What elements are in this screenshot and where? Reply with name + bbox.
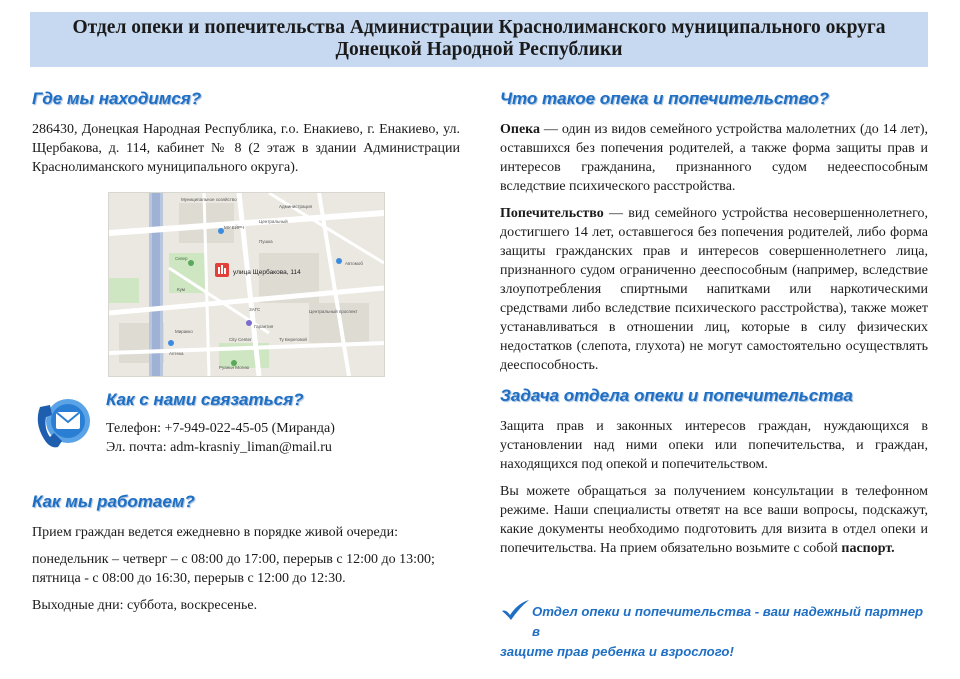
map-label-13: Ту Береговой <box>279 337 307 342</box>
page-banner <box>30 12 928 67</box>
location-map[interactable] <box>108 192 385 377</box>
map-label-4: Центральный <box>259 219 288 224</box>
phone-email-icon <box>32 393 94 455</box>
work-weekend: Выходные дни: суббота, воскресенье. <box>32 598 258 613</box>
map-label-7: ЗАГС <box>249 307 261 312</box>
passport-word: паспорт. <box>841 541 895 556</box>
map-label-11: Аптека <box>169 351 184 356</box>
map-label-9: City Center <box>229 337 252 342</box>
about-column <box>500 88 928 558</box>
work-hours-fri: пятница - с 08:00 до 16:30, перерыв с 12:00 до 12:30. <box>32 571 346 586</box>
map-label-14: Центральный проспект <box>309 309 358 314</box>
location-heading: Где мы находимся? <box>32 89 202 108</box>
phone-text: Телефон: +7-949-022-45-05 (Миранда) <box>106 421 335 436</box>
map-graphic <box>109 193 384 376</box>
location-section <box>32 88 460 177</box>
work-section <box>32 491 460 615</box>
map-label-10: Автомоб <box>345 261 363 266</box>
task-paragraph-2-text: Вы можете обращаться за получением консультации в телефонном режиме. Наши специалисты ответят на все ваши вопросы, подскажут, какие документы необходимо подготовить для визита в отдел опеки и попечительства. На прием обязательно возьмите с собой <box>500 484 928 556</box>
map-label-8: Миракко <box>175 329 193 334</box>
map-label-3: МУ ЕЙРЧ <box>224 225 245 230</box>
checkmark-icon <box>500 599 530 621</box>
map-label-0: Муниципальное хозяйство <box>181 197 237 202</box>
banner-title-line1: Отдел опеки и попечительства Администрации Краснолиманского муниципального округа <box>72 17 886 38</box>
about-heading: Что такое опека и попечительство? <box>500 89 830 108</box>
map-label-12: Руаньн Могию <box>219 365 250 370</box>
map-pin-label: улица Щербакова, 114 <box>233 269 301 276</box>
map-label-5: Пушка <box>259 239 273 244</box>
email-text: Эл. почта: adm-krasniy_liman@mail.ru <box>106 440 332 455</box>
popechitelstvo-paragraph <box>500 204 928 375</box>
opeka-text: — один из видов семейного устройства малолетних (до 14 лет), оставшихся без попечения родителей, а также форма защиты прав и интересов гражданина, признанного судом недееспособным вследствие психического расстройства. <box>500 122 928 194</box>
popechitelstvo-text: — вид семейного устройства несовершеннолетнего, достигшего 14 лет, оставшегося без попечения родителей, либо форма защиты гражданских прав и интересов совершеннолетнего лица, признанного судом ограниченно дееспособным (например, вследствие злоупотребления спиртными напитками или наркотическими средствами либо вследствие психического расстройства), также может устанавливаться в отношении лиц, которые в силу физических недостатков (слепота, глухота) не могут самостоятельно осуществлять дееспособность. <box>500 206 928 373</box>
address-text: 286430, Донецкая Народная Республика, г.о. Енакиево, г. Енакиево, ул. Щербакова, д. 114, кабинет № 8 (2 этаж в здании Администрации Краснолиманского муниципального округа). <box>32 122 460 175</box>
banner-title-line2: Донецкой Народной Республики <box>335 39 623 60</box>
work-intro: Прием граждан ведется ежедневно в порядке живой очереди: <box>32 525 399 540</box>
map-label-2: Кум <box>177 287 185 292</box>
tagline <box>500 602 930 662</box>
tagline-line1: Отдел опеки и попечительства - ваш надежный партнер в <box>532 604 924 639</box>
opeka-term: Опека <box>500 122 541 137</box>
work-heading: Как мы работаем? <box>32 492 195 511</box>
map-label-15: Администрация <box>279 204 313 209</box>
popechitelstvo-term: Попечительство <box>500 206 604 221</box>
task-paragraph-1: Защита прав и законных интересов граждан, нуждающихся в установлении над ними опеки или попечительства, и граждан, находящихся под опекой и попечительством. <box>500 419 928 472</box>
work-hours-mon-thu: понедельник – четверг – с 08:00 до 17:00, перерыв с 12:00 до 13:00; <box>32 552 435 567</box>
tagline-line2: защите прав ребенка и взрослого! <box>500 644 734 659</box>
map-label-6: Гарантия <box>254 324 274 329</box>
task-paragraph-2 <box>500 482 928 558</box>
map-label-1: Сквер <box>175 256 188 261</box>
opeka-paragraph <box>500 120 928 196</box>
task-heading: Задача отдела опеки и попечительства <box>500 386 853 405</box>
contact-heading: Как с нами связаться? <box>106 390 304 409</box>
contact-text-block <box>106 389 456 457</box>
